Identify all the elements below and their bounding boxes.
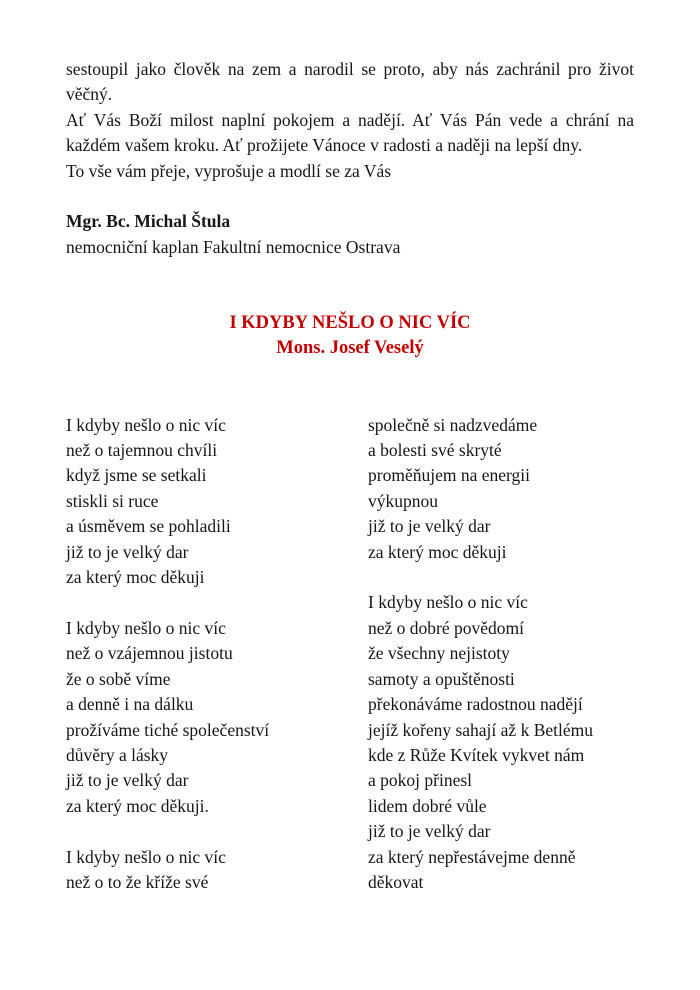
poem-title: I KDYBY NEŠLO O NIC VÍC [229, 313, 471, 334]
poem-line: děkovat [368, 871, 424, 892]
poem-line: za který moc děkuji. [66, 795, 209, 816]
poem-line: a denně i na dálku [66, 694, 194, 715]
poem-line: že o sobě víme [66, 668, 171, 689]
poem-line [66, 819, 368, 844]
poem-line: a bolesti své skryté [368, 440, 502, 461]
signature-name: Mgr. Bc. Michal Štula [66, 211, 231, 232]
poem-line: samoty a opuštěnosti [368, 668, 515, 689]
poem-line: prožíváme tiché společenství [66, 719, 270, 740]
poem-line: již to je velký dar [66, 541, 189, 562]
poem-line: než o to že kříže své [66, 871, 209, 892]
poem-line: že všechny nejistoty [368, 643, 510, 664]
poem-line: za který moc děkuji [66, 567, 205, 588]
intro-paragraph: To vše vám přeje, vyprošuje a modlí se za Vás [66, 160, 392, 181]
poem-line: stiskli si ruce [66, 490, 159, 511]
poem-line: než o tajemnou chvíli [66, 440, 218, 461]
poem-line: když jsme se setkali [66, 465, 207, 486]
intro-paragraph: Ať Vás Boží milost naplní pokojem a nadějí. Ať Vás Pán vede a chrání na každém vašem kroku. Ať prožijete Vánoce v radosti a naději na lepší dny. [66, 109, 634, 156]
poem-column-right [368, 413, 634, 896]
poem-header [66, 311, 634, 362]
signature-role: nemocniční kaplan Fakultní nemocnice Ostrava [66, 236, 401, 257]
poem-line: I kdyby nešlo o nic víc [66, 846, 226, 867]
poem-line: společně si nadzvedáme [368, 414, 538, 435]
poem-line: výkupnou [368, 490, 438, 511]
poem-line: již to je velký dar [66, 770, 189, 791]
poem-line: za který moc děkuji [368, 541, 507, 562]
poem-line: již to je velký dar [368, 821, 491, 842]
poem-line: proměňujem na energii [368, 465, 530, 486]
poem-line: kde z Růže Kvítek vykvet nám [368, 744, 585, 765]
poem-line [368, 565, 634, 590]
poem-line: důvěry a lásky [66, 744, 169, 765]
poem-line [66, 590, 368, 615]
poem-column-left [66, 413, 368, 896]
poem-author: Mons. Josef Veselý [276, 338, 424, 359]
poem-body [66, 413, 634, 896]
signature-block [66, 209, 634, 260]
poem-line: než o dobré povědomí [368, 617, 524, 638]
poem-line: již to je velký dar [368, 516, 491, 537]
poem-line: lidem dobré vůle [368, 795, 487, 816]
poem-line: I kdyby nešlo o nic víc [66, 414, 226, 435]
poem-line: jejíž kořeny sahají až k Betlému [368, 719, 593, 740]
poem-line: za který nepřestávejme denně [368, 846, 576, 867]
poem-line: a úsměvem se pohladili [66, 516, 231, 537]
poem-line: I kdyby nešlo o nic víc [66, 617, 226, 638]
intro-paragraphs [66, 57, 634, 184]
poem-line: než o vzájemnou jistotu [66, 643, 233, 664]
intro-paragraph: sestoupil jako člověk na zem a narodil se proto, aby nás zachránil pro život věčný. [66, 59, 634, 105]
poem-line: a pokoj přinesl [368, 770, 473, 791]
poem-line: I kdyby nešlo o nic víc [368, 592, 528, 613]
poem-line: překonáváme radostnou nadějí [368, 694, 583, 715]
